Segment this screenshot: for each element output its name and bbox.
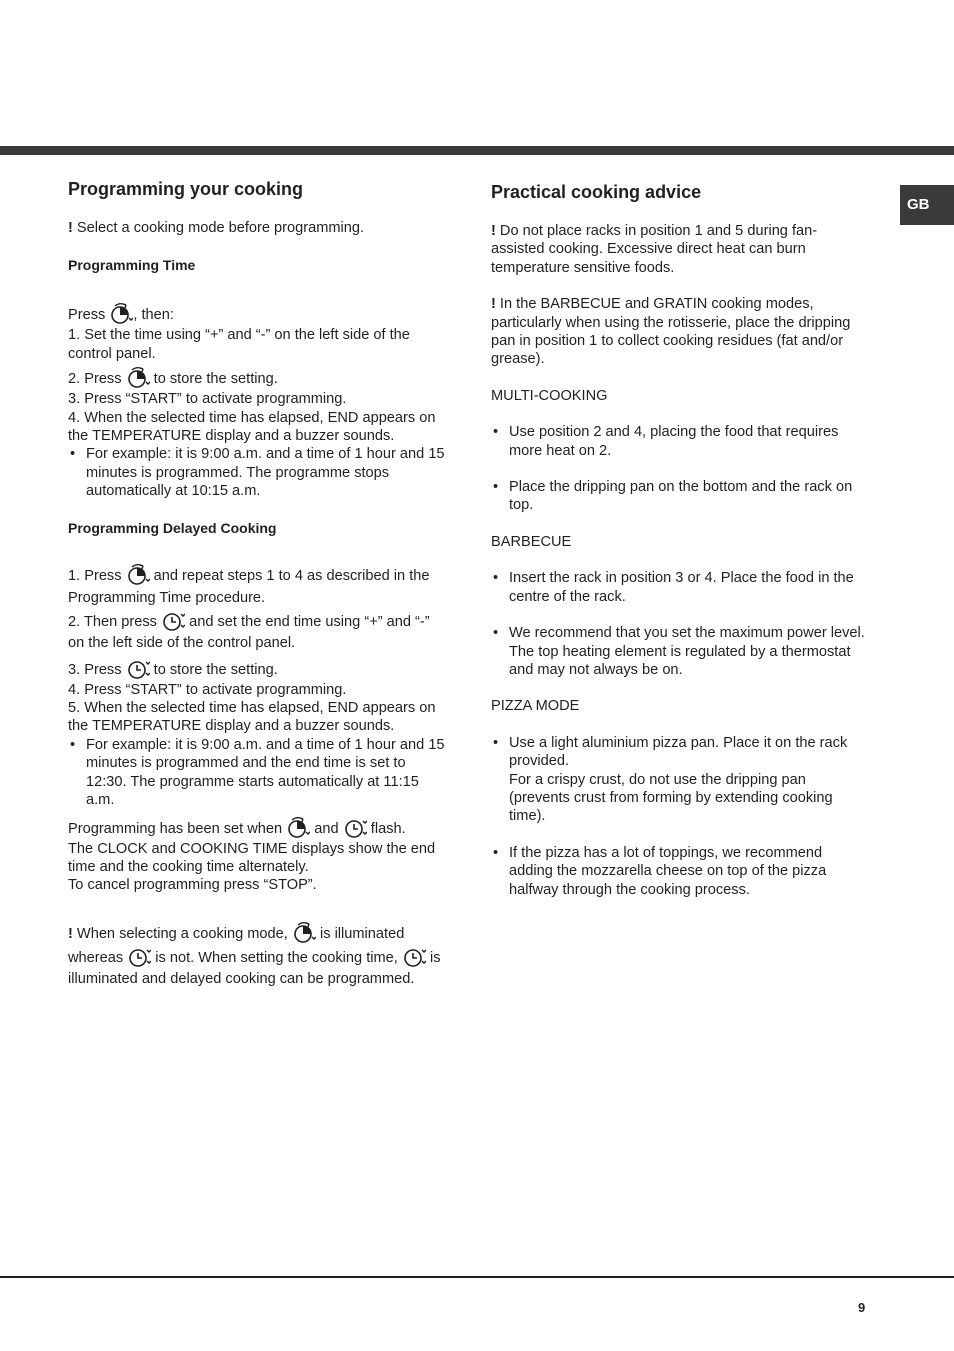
bottom-rule: [0, 1276, 954, 1278]
final-note: ! When selecting a cooking mode, is illuminated whereas is not. When setting the cooking time, is illuminated and delayed cooking can be programmed.: [68, 921, 446, 989]
cooking-time-icon: [109, 302, 133, 326]
mode-title: BARBECUE: [491, 533, 572, 550]
example-bullet: • For example: it is 9:00 a.m. and a time of 1 hour and 15 minutes is programmed. The programme stops automatically at 10:15 a.m.: [68, 445, 446, 500]
mode-title: PIZZA MODE: [491, 698, 580, 715]
cooking-time-icon: [126, 366, 150, 390]
info: The CLOCK and COOKING TIME displays show the end time and the cooking time alternately.: [68, 840, 436, 875]
step: 4. Press “START” to activate programming.: [68, 681, 347, 698]
page-number: 9: [858, 1300, 866, 1315]
end-time-icon: [126, 657, 150, 681]
subheading-programming-time: Programming Time: [68, 257, 196, 274]
step: 2. Then press and set the end time using “+” and “-” on the left side of the control panel.: [68, 609, 446, 654]
advice-bullet: • Use a light aluminium pizza pan. Place it on the rack provided.: [491, 734, 869, 771]
advice-bullet: • If the pizza has a lot of toppings, we recommend adding the mozzarella cheese on top of the pizza halfway through the cooking process.: [491, 844, 869, 899]
end-time-icon: [343, 816, 367, 840]
step: 3. Press “START” to activate programming.: [68, 391, 347, 408]
press-line: Press , then:: [68, 302, 446, 326]
right-column: [491, 181, 869, 899]
advice-bullet: • Use position 2 and 4, placing the food that requires more heat on 2.: [491, 423, 869, 460]
advice-bullet: • Insert the rack in position 3 or 4. Place the food in the centre of the rack.: [491, 569, 869, 606]
step: 3. Press to store the setting.: [68, 657, 446, 681]
end-time-icon: [161, 609, 185, 633]
step: 1. Press and repeat steps 1 to 4 as described in the Programming Time procedure.: [68, 563, 446, 609]
cooking-time-icon: [126, 563, 150, 587]
left-column: [68, 178, 446, 989]
advice-bullet: • Place the dripping pan on the bottom and the rack on top.: [491, 478, 869, 515]
subheading-delayed-cooking: Programming Delayed Cooking: [68, 519, 277, 536]
section-heading: Programming your cooking: [68, 179, 304, 199]
note: ! Select a cooking mode before programming.: [68, 220, 365, 236]
note: ! In the BARBECUE and GRATIN cooking modes, particularly when using the rotisserie, place the dripping pan in position 1 to collect cooking residues (fat and/or grease).: [491, 296, 851, 368]
note: ! Do not place racks in position 1 and 5 during fan-assisted cooking. Excessive direct heat can burn temperature sensitive foods.: [491, 223, 818, 276]
cooking-time-icon: [292, 921, 316, 945]
set-line: Programming has been set when and flash.: [68, 816, 446, 840]
advice-bullet: • We recommend that you set the maximum power level. The top heating element is regulated by a thermostat and may not always be on.: [491, 624, 869, 679]
example-bullet: • For example: it is 9:00 a.m. and a time of 1 hour and 15 minutes is programmed and the end time is set to 12:30. The programme starts automatically at 11:15 a.m.: [68, 736, 446, 810]
step: 1. Set the time using “+” and “-” on the left side of the control panel.: [68, 327, 410, 362]
end-time-icon: [127, 945, 151, 969]
step: 2. Press to store the setting.: [68, 366, 446, 390]
language-tab: GB: [900, 185, 954, 225]
cooking-time-icon: [286, 816, 310, 840]
end-time-icon: [402, 945, 426, 969]
step: 5. When the selected time has elapsed, END appears on the TEMPERATURE display and a buzzer sounds.: [68, 700, 436, 735]
info: To cancel programming press “STOP”.: [68, 877, 317, 894]
section-heading: Practical cooking advice: [491, 182, 702, 202]
advice-continuation: For a crispy crust, do not use the dripping pan (prevents crust from forming by extending cooking time).: [509, 771, 833, 825]
top-rule: [0, 146, 954, 155]
step: 4. When the selected time has elapsed, END appears on the TEMPERATURE display and a buzzer sounds.: [68, 409, 436, 445]
mode-title: MULTI-COOKING: [491, 387, 608, 404]
